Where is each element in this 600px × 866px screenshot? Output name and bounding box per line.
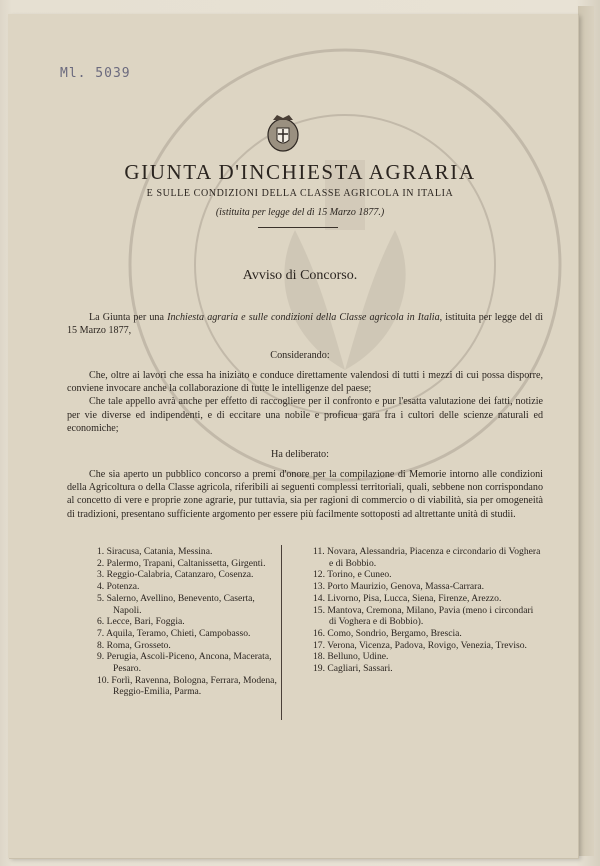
column-divider [281,545,282,720]
list-item: 14. Livorno, Pisa, Lucca, Siena, Firenze, Arezzo. [313,592,502,604]
intro-paragraph [67,311,543,337]
deliberato-paragraph: Che sia aperto un pubblico concorso a premi d'onore per la compilazione di Memorie intorno alle condizioni della Agricoltura o della Classe agricola, riferibili ai seguenti complessi territoriali, quali, sebbene non corrispondano al concetto di vere e proprie zone agrarie, pur tuttavia, sia per ragioni di commercio o di viabilità, sia per omogeneità di tradizioni, presentano sufficiente argomento per essere più facilmente sottoposti ad altrettante unità di studii. [67,469,543,520]
notice-heading: Avviso di Concorso. [242,268,358,283]
list-item: 11. Novara, Alessandria, Piacenza e circondario di Voghera e di Bobbio. [313,546,541,569]
intro-tail: , istituita per legge del dì 15 Marzo 1877, [67,312,543,337]
considerando-label: Considerando: [270,350,330,361]
list-item: 7. Aquila, Teramo, Chieti, Campobasso. [97,627,251,639]
list-item: 1. Siracusa, Catania, Messina. [97,546,213,557]
considerando-paragraphs [67,369,543,435]
list-item: 19. Cagliari, Sassari. [313,663,393,675]
shelfmark-stamp: Ml. 5039 [60,66,131,81]
list-item: 8. Roma, Grosseto. [97,639,171,651]
list-item: 10. Forlì, Ravenna, Bologna, Ferrara, Modena, Reggio-Emilia, Parma. [97,674,277,698]
coat-of-arms-icon [263,112,303,154]
list-item: 12. Torino, e Cuneo. [313,569,392,581]
document-subtitle: E SULLE CONDIZIONI DELLA CLASSE AGRICOLA IN ITALIA [146,188,454,199]
considerando-text-1: Che, oltre ai lavori che essa ha iniziato e conduce direttamente valendosi di tutti i mezzi di cui possa disporre, conviene invocare anche la collaborazione di tutte le intelligenze del paese; [67,370,543,395]
list-item: 15. Mantova, Cremona, Milano, Pavia (meno i circondari di Voghera e di Bobbio). [313,604,534,628]
intro-lead: La Giunta per una [89,312,168,323]
list-item: 4. Potenza. [97,581,140,593]
page-edge [578,6,594,856]
list-item: 3. Reggio-Calabria, Catanzaro, Cosenza. [97,569,254,581]
considerando-text-2: Che tale appello avrà anche per effetto di raccogliere per il confronto e pur l'esatta valutazione dei fatti, notizie per vie diverse ed indipendenti, e di eccitare una nobile e proficua gara fra i cultori delle scienze naturali ed economiche; [67,396,543,434]
list-item: 17. Verona, Vicenza, Padova, Rovigo, Venezia, Treviso. [313,639,527,651]
title-rule [258,227,338,228]
regions-list-right [313,546,543,675]
list-item: 18. Belluno, Udine. [313,651,389,663]
deliberato-label: Ha deliberato: [271,449,329,460]
intro-italic: Inchiesta agraria e sulle condizioni della Classe agricola in Italia [167,312,440,323]
list-item: 9. Perugia, Ascoli-Piceno, Ancona, Macerata, Pesaro. [97,651,272,675]
list-item: 16. Como, Sondrio, Bergamo, Brescia. [313,627,462,639]
decree-reference: (istituita per legge del dì 15 Marzo 1877.) [215,207,385,218]
regions-list-left [97,546,280,698]
list-item: 6. Lecce, Bari, Foggia. [97,616,185,628]
document-title: GIUNTA D'INCHIESTA AGRARIA [124,160,476,184]
list-item: 13. Porto Maurizio, Genova, Massa-Carrara. [313,581,485,593]
list-item: 2. Palermo, Trapani, Caltanissetta, Girgenti. [97,557,266,569]
list-item: 5. Salerno, Avellino, Benevento, Caserta, Napoli. [97,592,255,616]
